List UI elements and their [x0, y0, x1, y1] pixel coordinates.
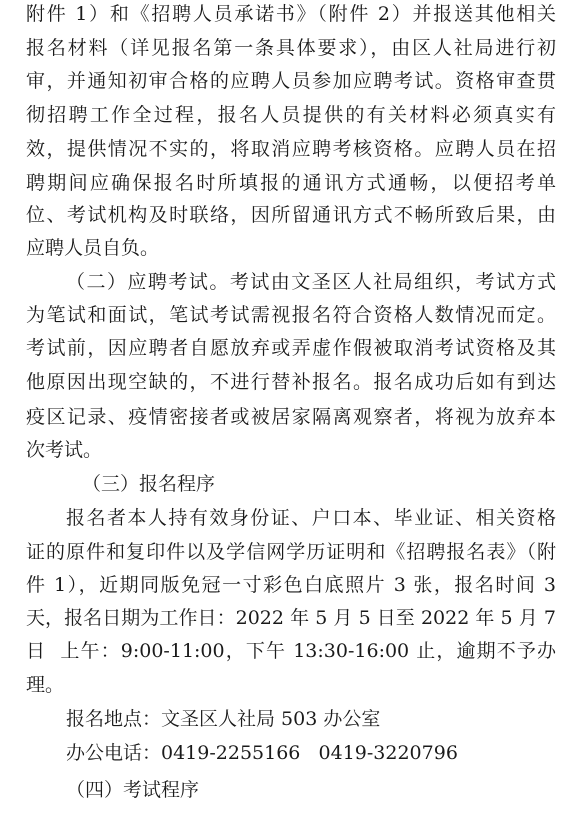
text-line: 附件 1）和《招聘人员承诺书》（附件 2）并报送其他相关 — [26, 3, 556, 25]
text-line: 位、考试机构及时联络，因所留通讯方式不畅所致后果，由 — [26, 204, 556, 226]
text-line: 疫区记录、疫情密接者或被居家隔离观察者，将视为放弃本 — [26, 406, 556, 428]
text-line: 审，并通知初审合格的应聘人员参加应聘考试。资格审查贯 — [26, 70, 556, 92]
text-line: 证的原件和复印件以及学信网学历证明和《招聘报名表》（附 — [26, 541, 556, 563]
registration-location: 报名地点：文圣区人社局 503 办公室 — [66, 708, 381, 730]
text-line: 考试前，因应聘者自愿放弃或弄虚作假被取消考试资格及其 — [26, 337, 556, 359]
text-line: 件 1），近期同版免冠一寸彩色白底照片 3 张，报名时间 3 — [26, 574, 556, 596]
section-heading-3: （三）报名程序 — [82, 473, 216, 495]
text-line: 日 上午：9:00-11:00，下午 13:30-16:00 止，逾期不予办 — [26, 640, 556, 662]
section-heading-4: （四）考试程序 — [66, 779, 200, 801]
text-line: 彻招聘工作全过程，报名人员提供的有关材料必须真实有 — [26, 104, 556, 126]
text-line: 他原因出现空缺的，不进行替补报名。报名成功后如有到达 — [26, 371, 556, 393]
text-line: 报名者本人持有效身份证、户口本、毕业证、相关资格 — [66, 507, 556, 529]
text-line: 报名材料（详见报名第一条具体要求），由区人社局进行初 — [26, 37, 556, 59]
text-line: 聘期间应确保报名时所填报的通讯方式通畅，以便招考单 — [26, 172, 556, 194]
section-heading-2: （二）应聘考试。考试由文圣区人社局组织，考试方式 — [66, 271, 556, 293]
text-line: 效，提供情况不实的，将取消应聘考核资格。应聘人员在招 — [26, 138, 556, 160]
office-phone: 办公电话：0419-2255166 0419-3220796 — [66, 742, 458, 764]
text-line: 为笔试和面试，笔试考试需视报名符合资格人数情况而定。 — [26, 304, 556, 326]
text-line: 天，报名日期为工作日：2022 年 5 月 5 日至 2022 年 5 月 7 — [26, 607, 556, 629]
text-line: 应聘人员自负。 — [26, 237, 160, 259]
text-line: 次考试。 — [26, 439, 103, 461]
text-line: 理。 — [26, 674, 65, 696]
